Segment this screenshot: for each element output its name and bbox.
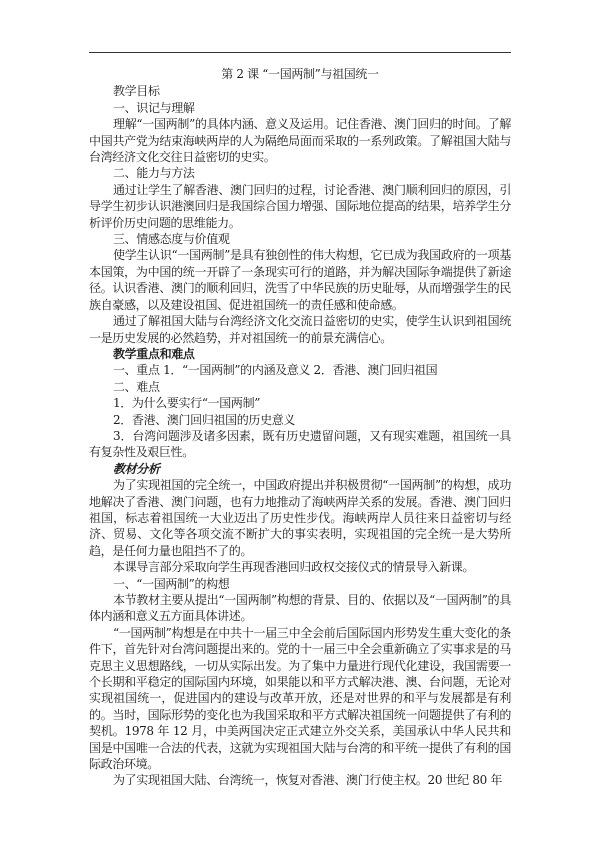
document-body xyxy=(89,66,511,789)
key-points-heading: 教学重点和难点 xyxy=(113,346,195,361)
paragraph-values-1: 使学生认识“一国两制”是具有独创性的伟大构想，它已成为我国政府的一项基本国策，为中国的统一开辟了一条现实可行的道路，并为解决国际争端提供了新途径。认识香港、澳门的顺利回归，洗雪了中华民族的历史耻辱，从而增强学生的民族自豪感，以及建设祖国、促进祖国统一的责任感和使命感。 xyxy=(89,248,511,312)
section-heading-ability: 二、能力与方法 xyxy=(113,166,195,181)
difficulties-heading: 二、难点 xyxy=(113,379,160,394)
header-rule xyxy=(89,52,511,53)
part1-heading: 一、“一国两制”的构想 xyxy=(113,576,230,591)
paragraph-part1-3: 为了实现祖国大陆、台湾统一，恢复对香港、澳门行使主权。20 世纪 80 年 xyxy=(113,773,503,788)
paragraph-recall: 理解“一国两制”的具体内涵、意义及运用。记住香港、澳门回归的时间。了解中国共产党为结束海峡两岸的人为隔绝局面而采取的一系列政策。了解祖国大陆与台湾经济文化交往日益密切的史实。 xyxy=(89,117,511,165)
difficulty-item: 3．台湾问题涉及诸多因素，既有历史遗留问题，又有现实难题，祖国统一具有复杂性及艰巨性。 xyxy=(89,428,511,460)
section-heading-values: 三、情感态度与价值观 xyxy=(113,232,230,247)
key-points-line: 一、重点 1．“一国两制”的内涵及意义 2．香港、澳门回归祖国 xyxy=(113,363,438,378)
paragraph-part1-1: 本节教材主要从提出“一国两制”构想的背景、目的、依据以及“一国两制”的具体内涵和意义五方面具体讲述。 xyxy=(89,593,511,624)
paragraph-ability: 通过让学生了解香港、澳门回归的过程，讨论香港、澳门顺利回归的原因，引导学生初步认识港澳回归是我国综合国力增强、国际地位提高的结果，培养学生分析评价历史问题的思维能力。 xyxy=(89,182,511,230)
difficulty-item: 1．为什么要实行“一国两制” xyxy=(113,396,261,411)
paragraph-analysis-2: 本课导言部分采取向学生再现香港回归政权交接仪式的情景导入新课。 xyxy=(113,560,475,575)
difficulty-item: 2．香港、澳门回归祖国的历史意义 xyxy=(113,412,296,427)
page-title: 第 2 课 “一国两制”与祖国统一 xyxy=(221,67,379,81)
paragraph-values-2: 通过了解祖国大陆与台湾经济文化交流日益密切的史实，使学生认识到祖国统一是历史发展的必然趋势，并对祖国统一的前景充满信心。 xyxy=(89,314,511,345)
paragraph-analysis-1: 为了实现祖国的完全统一，中国政府提出并积极贯彻“一国两制”的构想，成功地解决了香港、澳门问题，也有力地推动了海峡两岸关系的发展。香港、澳门回归祖国，标志着祖国统一大业迈出了历史性步伐。海峡两岸人员往来日益密切与经济、贸易、文化等各项交流不断扩大的事实表明，实现祖国的完全统一是大势所趋，是任何力量也阻挡不了的。 xyxy=(89,478,511,558)
analysis-heading: 教材分析 xyxy=(113,461,160,476)
paragraph-part1-2: “一国两制”构想是在中共十一届三中全会前后国际国内形势发生重大变化的条件下，首先针对台湾问题提出来的。党的十一届三中全会重新确立了实事求是的马克思主义思想路线，一切从实际出发。为了集中力量进行现代化建设，我国需要一个长期和平稳定的国际国内环境，如果能以和平方式解决港、澳、台问题，无论对实现祖国统一，促进国内的建设与改革开放，还是对世界的和平与发展都是有利的。当时，国际形势的变化也为我国采取和平方式解决祖国统一问题提供了有利的契机。1978 年 12 月，中美两国决定正式建立外交关系，美国承认中华人民共和国是中国唯一合法的代表，这就为实现祖国大陆与台湾的和平统一提供了有利的国际政治环境。 xyxy=(89,625,511,772)
goals-heading: 教学目标 xyxy=(113,84,160,99)
section-heading-recall: 一、识记与理解 xyxy=(113,100,195,115)
